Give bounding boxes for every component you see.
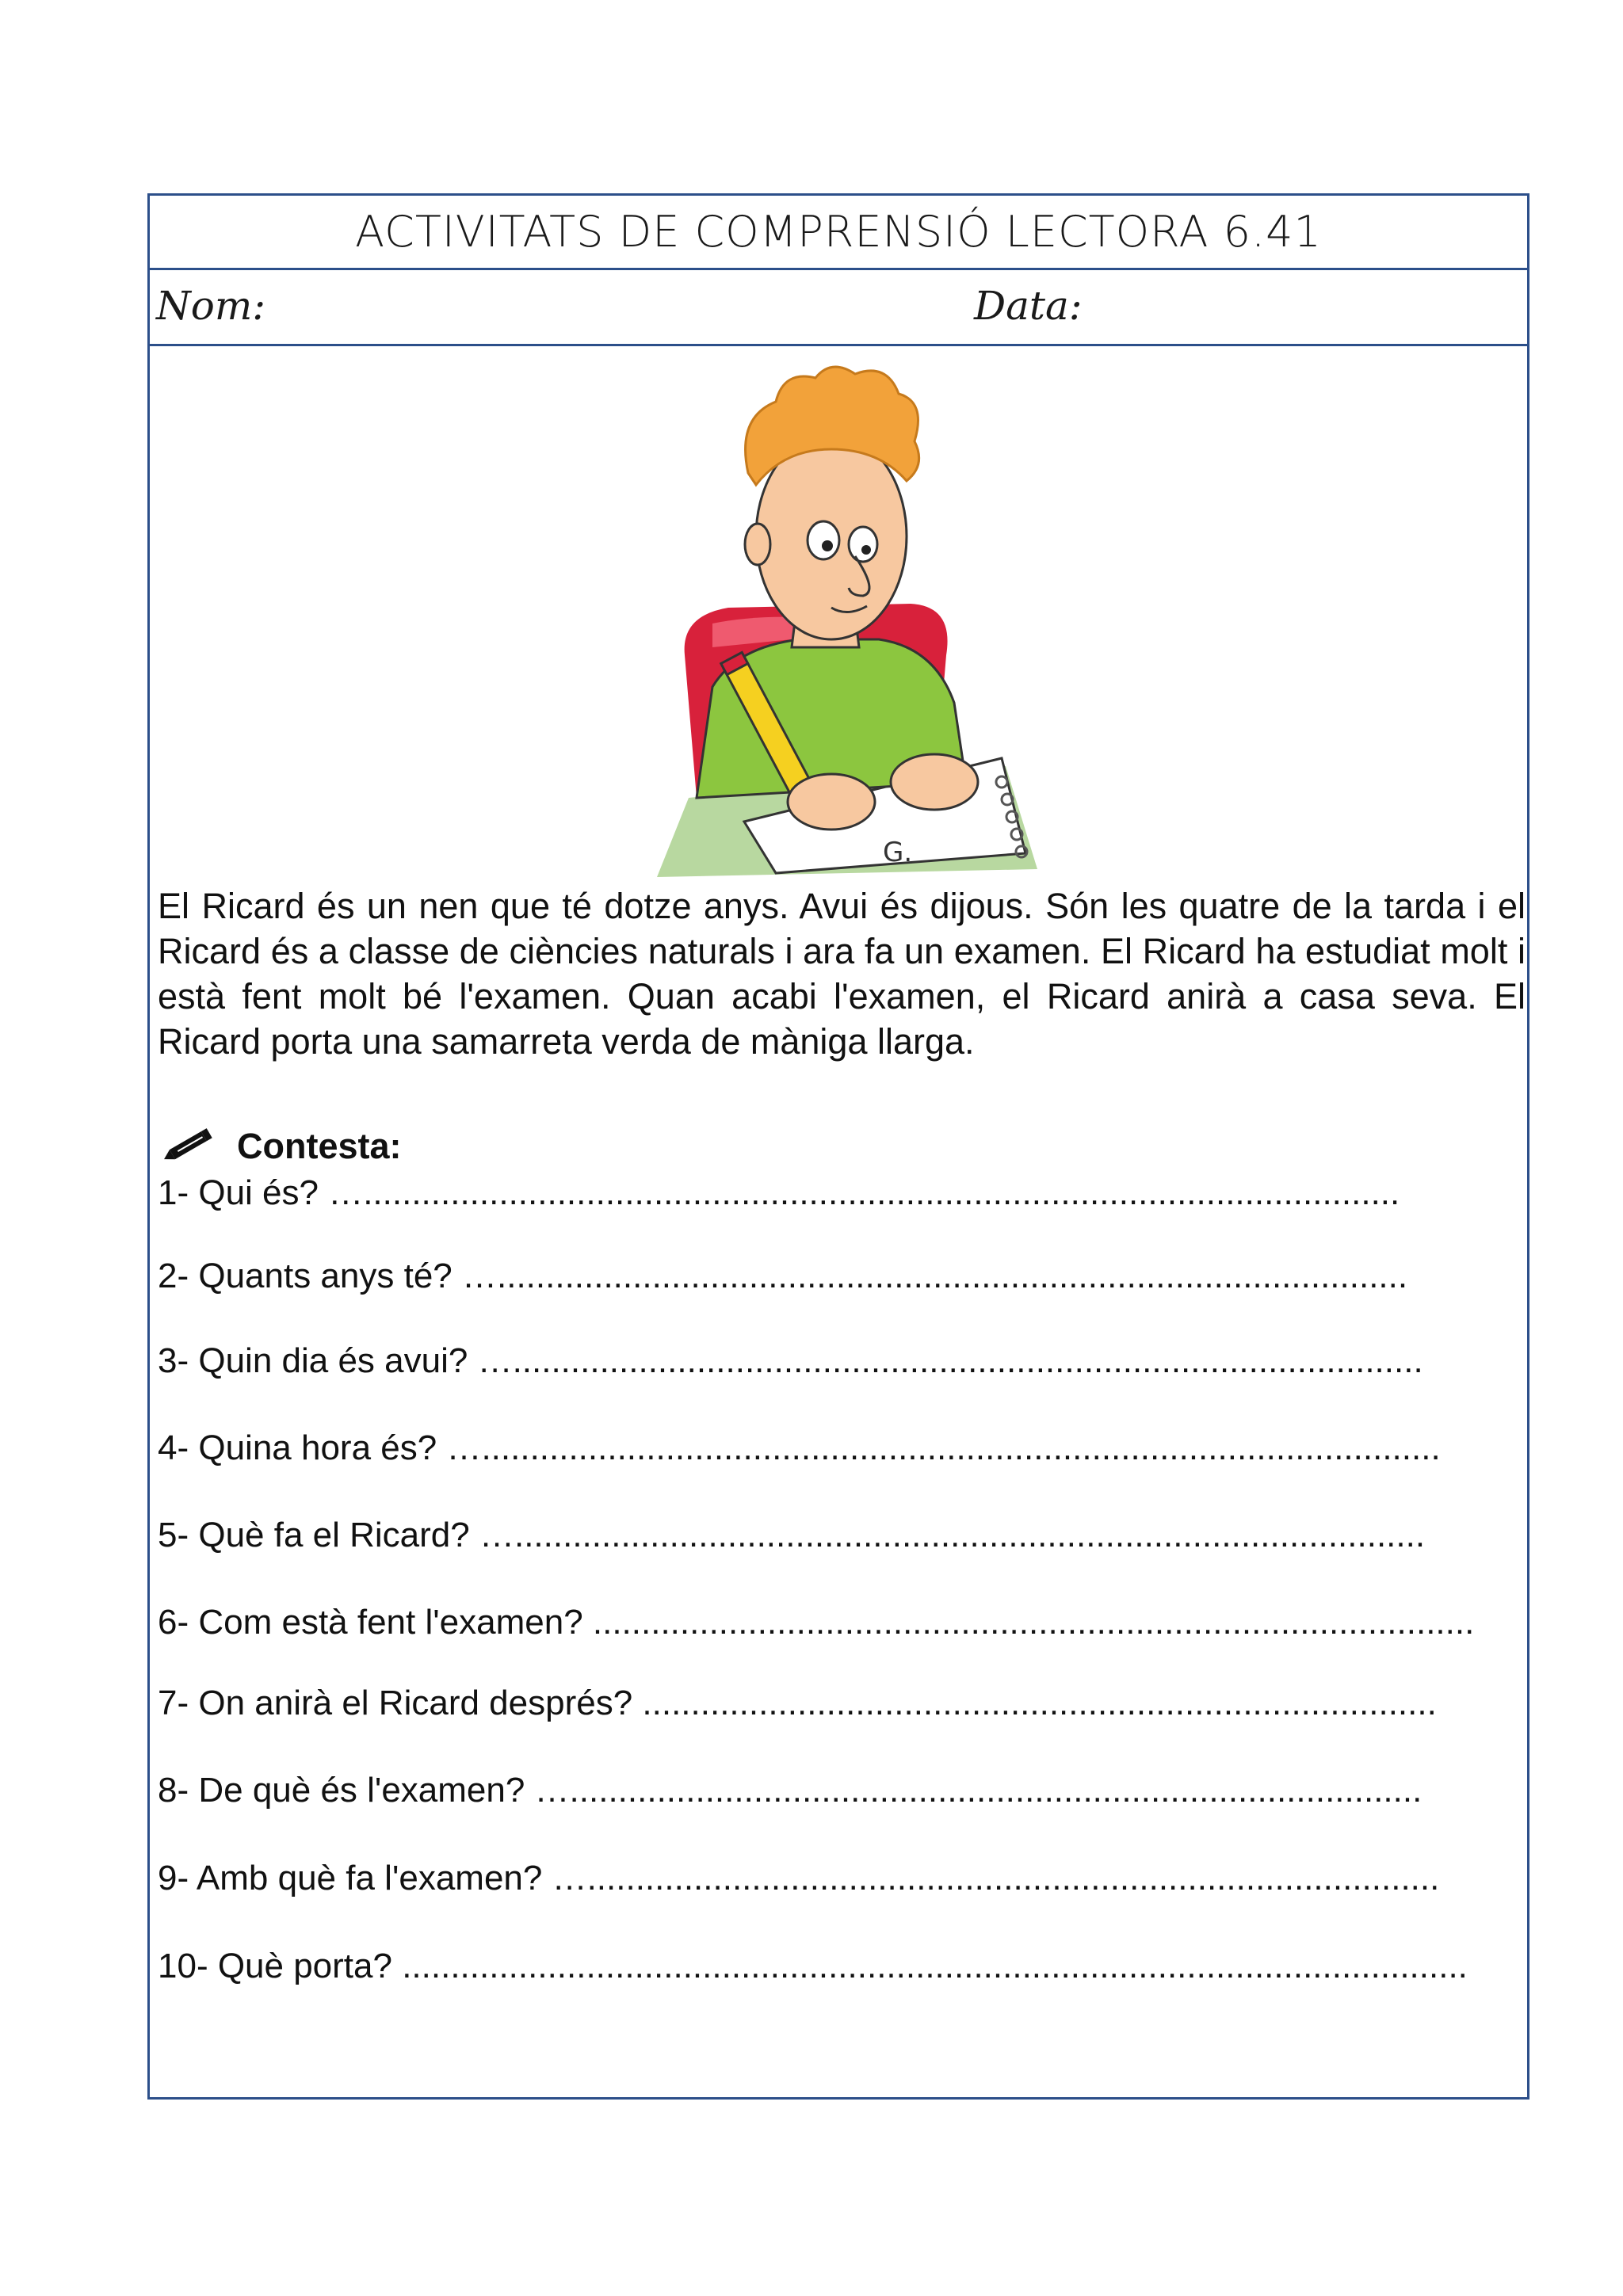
name-label: Nom: — [156, 283, 266, 329]
question-line: 5- Què fa el Ricard? ….............................................................................................. — [158, 1516, 1426, 1554]
date-label: Data: — [974, 283, 1083, 329]
answer-section-heading — [159, 1123, 402, 1170]
question-line: 7- On anirà el Ricard després? .................................................................................. — [158, 1684, 1437, 1722]
question-line: 9- Amb què fa l'examen? …........................................................................................ — [158, 1859, 1440, 1897]
question-line: 10- Què porta? .............................................................................................................. — [158, 1947, 1468, 1985]
svg-text:G.: G. — [883, 837, 913, 868]
question-line: 8- De què és l'examen? …........................................................................................ — [158, 1771, 1423, 1810]
question-line: 2- Quants anys té? ….............................................................................................. — [158, 1257, 1408, 1295]
question-line: 3- Quin dia és avui? ….............................................................................................. — [158, 1341, 1423, 1380]
worksheet-title: ACTIVITATS DE COMPRENSIÓ LECTORA 6.41 — [150, 196, 1527, 270]
question-line: 6- Com està fent l'examen? ........................................................................................... — [158, 1603, 1475, 1642]
name-date-row — [150, 270, 1527, 346]
boy-writing-exam-illustration — [594, 354, 1109, 877]
worksheet — [147, 193, 1529, 2100]
question-line: 1- Qui és? …........................................................................................................... — [158, 1173, 1400, 1212]
contesta-label: Contesta: — [237, 1126, 402, 1166]
reading-passage: El Ricard és un nen que té dotze anys. Avui és dijous. Són les quatre de la tarda i el Ricard és a classe de ciències naturals i ara fa un examen. El Ricard ha estudiat molt i està fent molt bé l'examen. Quan acabi l'examen, el Ricard anirà a casa seva. El Ricard porta una samarreta verda de màniga llarga. — [158, 886, 1526, 1062]
pencil-icon — [159, 1124, 216, 1169]
question-line: 4- Quina hora és? …................................................................................................... — [158, 1428, 1441, 1467]
